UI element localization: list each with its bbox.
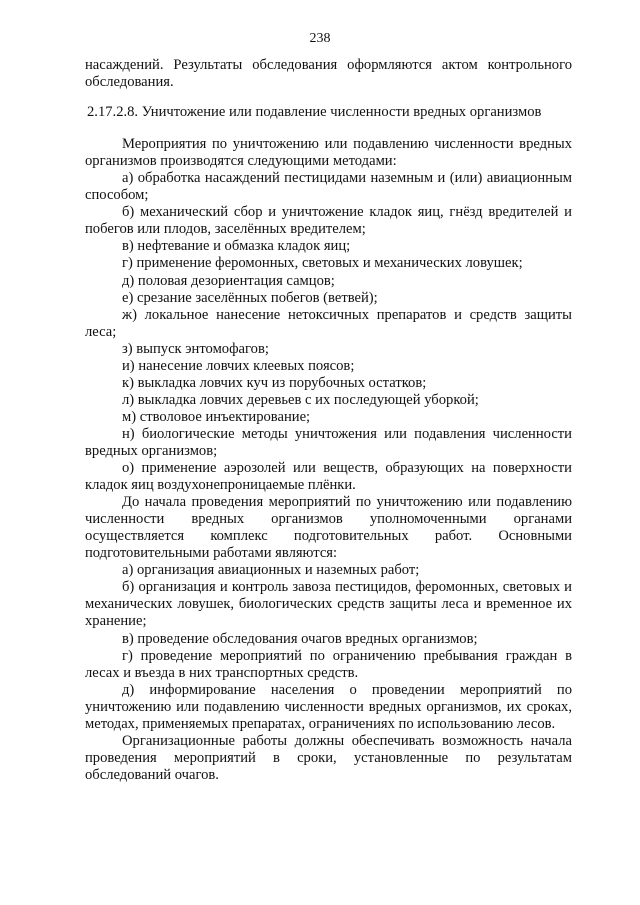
list-item: в) проведение обследования очагов вредных организмов; bbox=[122, 630, 478, 647]
list-item: и) нанесение ловчих клеевых поясов; bbox=[122, 357, 355, 374]
list-item: ж) локальное нанесение нетоксичных препаратов и средств защиты леса; bbox=[85, 306, 572, 340]
page-number: 238 bbox=[309, 31, 331, 46]
list-item: з) выпуск энтомофагов; bbox=[122, 340, 269, 357]
section-heading: 2.17.2.8. Уничтожение или подавление численности вредных организмов bbox=[87, 104, 542, 121]
list-item: о) применение аэрозолей или веществ, образующих на поверхности кладок яиц воздухонепроницаемые плёнки. bbox=[85, 460, 572, 494]
document-body bbox=[85, 57, 572, 784]
list-item: в) нефтевание и обмазка кладок яиц; bbox=[122, 238, 351, 255]
list-item: д) половая дезориентация самцов; bbox=[122, 272, 335, 289]
list-item: б) механический сбор и уничтожение кладок яиц, гнёзд вредителей и побегов или плодов, заселённых вредителем; bbox=[85, 204, 572, 238]
paragraph-continuation: насаждений. Результаты обследования оформляются актом контрольного обследования. bbox=[85, 57, 572, 91]
list-item: е) срезание заселённых побегов (ветвей); bbox=[122, 289, 378, 306]
list-item: н) биологические методы уничтожения или подавления численности вредных организмов; bbox=[85, 425, 572, 459]
list-item: а) организация авиационных и наземных работ; bbox=[122, 562, 420, 579]
list-item: г) проведение мероприятий по ограничению пребывания граждан в лесах и въезда в них транспортных средств. bbox=[85, 647, 572, 681]
paragraph-closing: Организационные работы должны обеспечивать возможность начала проведения мероприятий в сроки, установленные по результатам обследований очагов. bbox=[85, 732, 572, 783]
list-item: а) обработка насаждений пестицидами наземным и (или) авиационным способом; bbox=[85, 170, 572, 204]
paragraph-preparatory: До начала проведения мероприятий по уничтожению или подавлению численности вредных организмов уполномоченными органами осуществляется комплекс подготовительных работ. Основными подготовительными работами являются: bbox=[85, 494, 572, 562]
list-item: д) информирование населения о проведении мероприятий по уничтожению или подавлению численности вредных организмов, их сроках, методах, применяемых препаратах, ограничениях по использованию лесов. bbox=[85, 681, 572, 732]
paragraph-intro: Мероприятия по уничтожению или подавлению численности вредных организмов производятся следующими методами: bbox=[85, 136, 572, 170]
list-item: г) применение феромонных, световых и механических ловушек; bbox=[122, 255, 523, 272]
list-item: м) стволовое инъектирование; bbox=[122, 408, 311, 425]
list-item: б) организация и контроль завоза пестицидов, феромонных, световых и механических ловушек, биологических средств защиты леса и временное их хранение; bbox=[85, 579, 572, 630]
list-item: л) выкладка ловчих деревьев с их последующей уборкой; bbox=[122, 391, 479, 408]
list-item: к) выкладка ловчих куч из порубочных остатков; bbox=[122, 374, 427, 391]
